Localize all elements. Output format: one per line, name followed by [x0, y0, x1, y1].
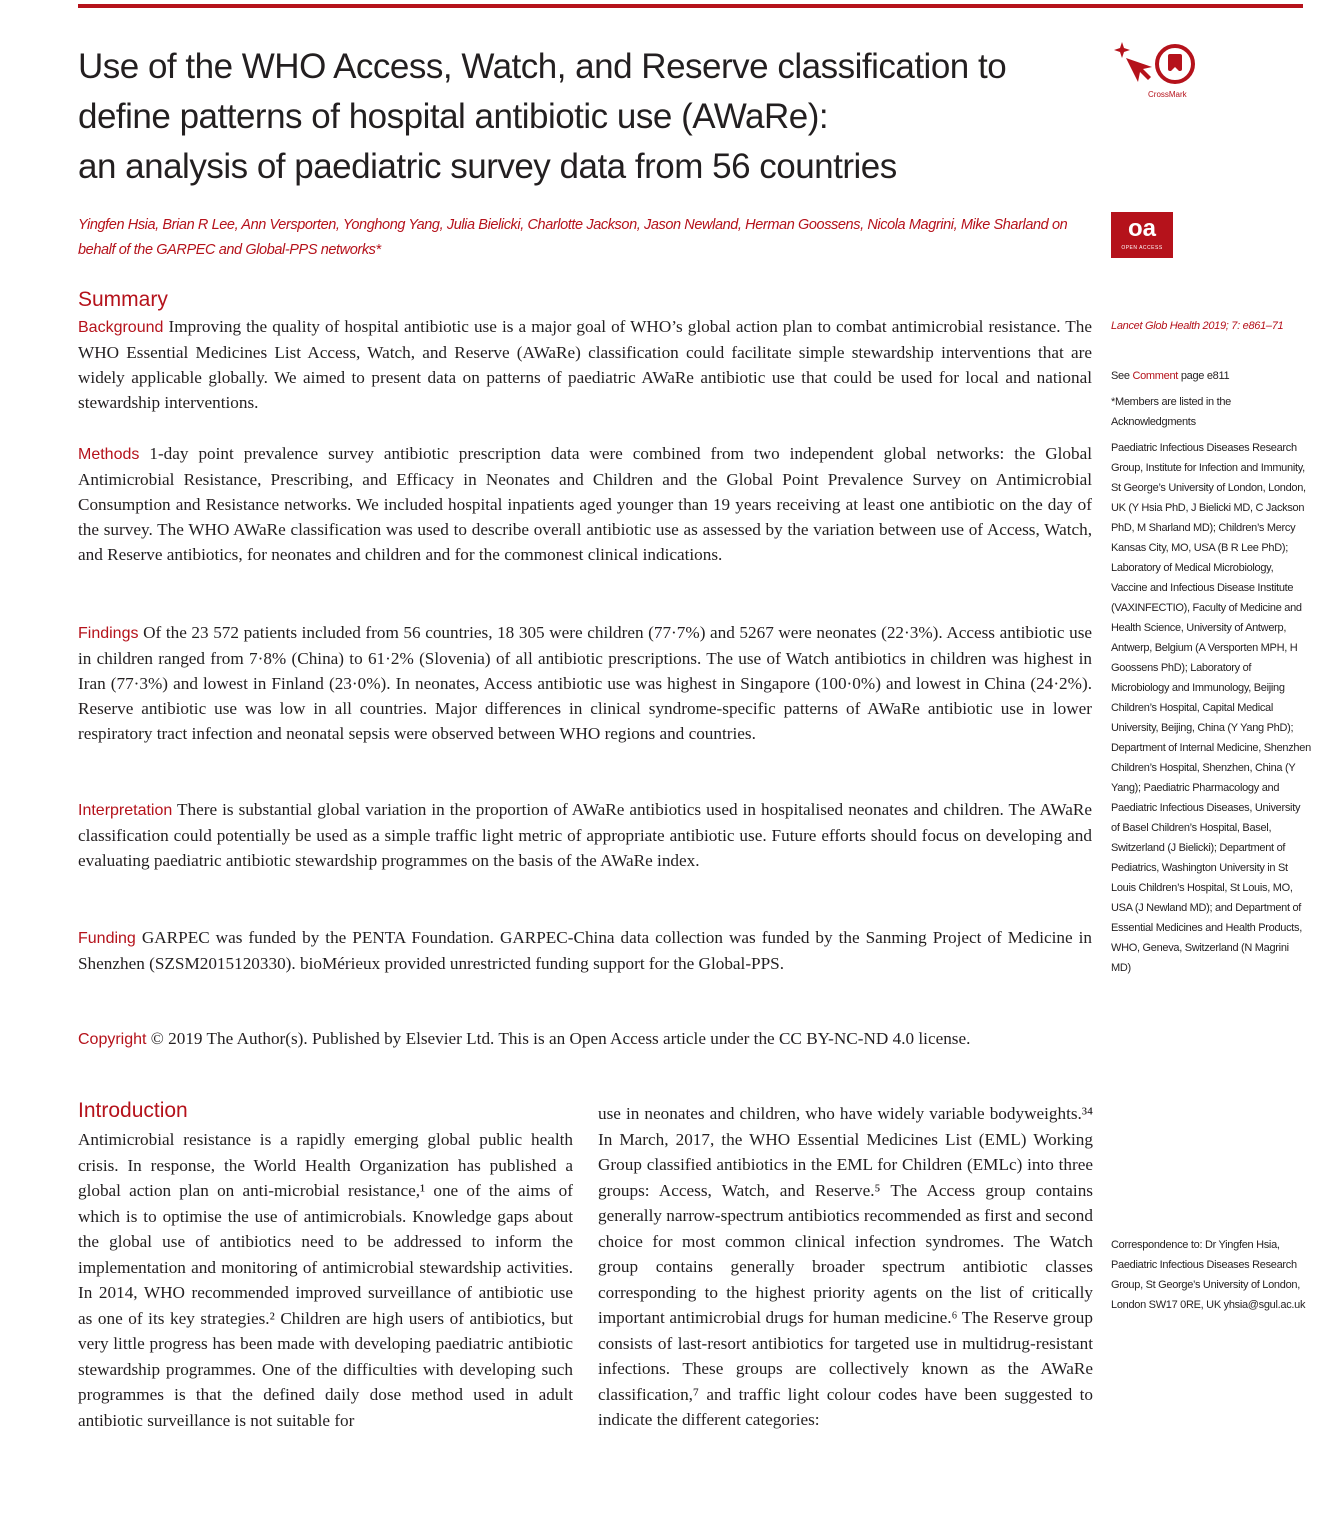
funding-label: Funding	[78, 930, 136, 947]
title-line: define patterns of hospital antibiotic use (AWaRe):	[78, 97, 829, 136]
summary-methods	[78, 441, 1092, 567]
introduction-right-column: use in neonates and children, who have widely variable bodyweights.³⁴ In March, 2017, the WHO Essential Medicines List (EML) Working Group classified antibiotics in the EML for Children (EMLc) into three groups: Access, Watch, and Reserve.⁵ The Access group contains generally narrow-spectrum antibiotics recommended as first and second choice for most common clinical infection syndromes. The Watch group contains generally broader spectrum antibiotic classes corresponding to the highest priority agents on the list of critically important antimicrobial drugs for human medicine.⁶ The Reserve group consists of last-resort antibiotics for targeted use in multidrug-resistant infections. These groups are collectively known as the AWaRe classification,⁷ and traffic light colour codes have been suggested to indicate the different categories:	[598, 1104, 1093, 1429]
crossmark-icon	[1108, 38, 1198, 93]
summary-heading: Summary	[78, 288, 168, 311]
author-affiliations: Paediatric Infectious Diseases Research Group, Institute for Infection and Immunity, St George’s University of London, London, UK (Y Hsia PhD, J Bielicki MD, C Jackson PhD, M Sharland MD); Children’s Mercy Kansas City, MO, USA (B R Lee PhD); Laboratory of Medical Microbiology, Vaccine and Infectious Disease Institute (VAXINFECTIO), Faculty of Medicine and Health Science, University of Antwerp, Antwerp, Belgium (A Versporten MPH, H Goossens PhD); Laboratory of Microbiology and Immunology, Beijing Children’s Hospital, Capital Medical University, Beijing, China (Y Yang PhD); Department of Internal Medicine, Shenzhen Children’s Hospital, Shenzhen, China (Y Yang); Paediatric Pharmacology and Paediatric Infectious Diseases, University of Basel Children’s Hospital, Basel, Switzerland (J Bielicki); Department of Pediatrics, Washington University in St Louis Children’s Hospital, St Louis, MO, USA (J Newland MD); and Department of Essential Medicines and Health Products, WHO, Geneva, Switzerland (N Magrini MD)	[1111, 442, 1311, 974]
summary-funding	[78, 925, 1092, 976]
journal-citation: Lancet Glob Health 2019; 7: e861–71	[1111, 320, 1284, 332]
summary-interpretation	[78, 797, 1092, 873]
comment-link[interactable]: Comment	[1132, 370, 1179, 382]
article-title	[78, 42, 1088, 192]
open-access-sublabel: OPEN ACCESS	[1121, 245, 1163, 251]
crossmark-badge[interactable]	[1108, 38, 1208, 108]
top-rule	[78, 4, 1303, 8]
findings-text: Of the 23 572 patients included from 56 countries, 18 305 were children (77·7%) and 5267 were neonates (22·3%). Access antibiotic use in children ranged from 7·8% (China) to 61·2% (Slovenia) of all antibiotic prescriptions. The use of Watch antibiotics in children was highest in Iran (77·3%) and lowest in Finland (23·0%). In neonates, Access antibiotic use was highest in Singapore (100·0%) and lowest in China (24·2%). Reserve antibiotic use was low in all countries. Major differences in clinical syndrome-specific patterns of AWaRe antibiotic use in lower respiratory tract infection and neonatal sepsis were observed between WHO regions and countries.	[78, 623, 1093, 743]
summary-copyright	[78, 1026, 1092, 1052]
methods-label: Methods	[78, 446, 140, 463]
see-suffix: page e811	[1180, 370, 1230, 382]
author-list: Yingfen Hsia, Brian R Lee, Ann Versporten, Yonghong Yang, Julia Bielicki, Charlotte Jackson, Jason Newland, Herman Goossens, Nicola Magrini, Mike Sharland on behalf of the GARPEC and Global-PPS networks*	[78, 217, 1068, 258]
findings-label: Findings	[78, 625, 139, 642]
open-access-badge	[1111, 212, 1173, 258]
summary-findings	[78, 620, 1092, 746]
interpretation-label: Interpretation	[78, 802, 173, 819]
see-prefix: See	[1111, 370, 1130, 382]
correspondence-note: Correspondence to: Dr Yingfen Hsia, Paediatric Infectious Diseases Research Group, St George’s University of London, London SW17 0RE, UK yhsia@sgul.ac.uk	[1111, 1239, 1306, 1311]
background-text: Improving the quality of hospital antibiotic use is a major goal of WHO’s global action plan to combat antimicrobial resistance. The WHO Essential Medicines List Access, Watch, and Reserve (AWaRe) classification could facilitate simple stewardship interventions that are widely applicable globally. We aimed to present data on patterns of paediatric AWaRe antibiotic use that could be used for local and national stewardship interventions.	[78, 317, 1092, 412]
introduction-left-column: Antimicrobial resistance is a rapidly emerging global public health crisis. In response, the World Health Organization has published a global action plan on anti-microbial resistance,¹ one of the aims of which is to optimise the use of antimicrobials. Knowledge gaps about the global use of antibiotics need to be addressed to inform the implementation and monitoring of antimicrobial stewardship activities. In 2014, WHO recommended improved surveillance of antibiotic use as one of its key strategies.² Children are high users of antibiotics, but very little progress has been made with developing paediatric antibiotic stewardship programmes. One of the difficulties with developing such programmes is that the defined daily dose method used in adult antibiotic surveillance is not suitable for	[78, 1130, 573, 1430]
copyright-label: Copyright	[78, 1031, 147, 1048]
see-comment-note	[1111, 366, 1311, 386]
title-line: Use of the WHO Access, Watch, and Reserve classification to	[78, 47, 1007, 86]
copyright-text: © 2019 The Author(s). Published by Elsevier Ltd. This is an Open Access article under the CC BY-NC-ND 4.0 license.	[150, 1029, 971, 1048]
funding-text: GARPEC was funded by the PENTA Foundation. GARPEC-China data collection was funded by the Sanming Project of Medicine in Shenzhen (SZSM2015120330). bioMérieux provided unrestricted funding support for the Global-PPS.	[78, 928, 1093, 973]
background-label: Background	[78, 319, 164, 336]
methods-text: 1-day point prevalence survey antibiotic prescription data were combined from two independent global networks: the Global Antimicrobial Resistance, Prescribing, and Efficacy in Neonates and Children and the Global Point Prevalence Survey on Antimicrobial Consumption and Resistance networks. We included hospital inpatients aged younger than 19 years receiving at least one antibiotic on the day of the survey. The WHO AWaRe classification was used to describe overall antibiotic use as assessed by the variation between use of Access, Watch, and Reserve antibiotics, for neonates and children and for the commonest clinical indications.	[78, 444, 1092, 564]
members-note: *Members are listed in the Acknowledgments	[1111, 396, 1231, 428]
introduction-heading: Introduction	[78, 1099, 188, 1122]
crossmark-label: CrossMark	[1148, 90, 1187, 99]
title-line: an analysis of paediatric survey data from 56 countries	[78, 147, 897, 186]
open-access-icon: oa	[1127, 215, 1156, 242]
summary-background	[78, 314, 1092, 415]
interpretation-text: There is substantial global variation in the proportion of AWaRe antibiotics used in hospitalised neonates and children. The AWaRe classification could potentially be used as a simple traffic light metric of appropriate antibiotic use. Future efforts should focus on developing and evaluating paediatric antibiotic stewardship programmes on the basis of the AWaRe index.	[78, 800, 1092, 870]
